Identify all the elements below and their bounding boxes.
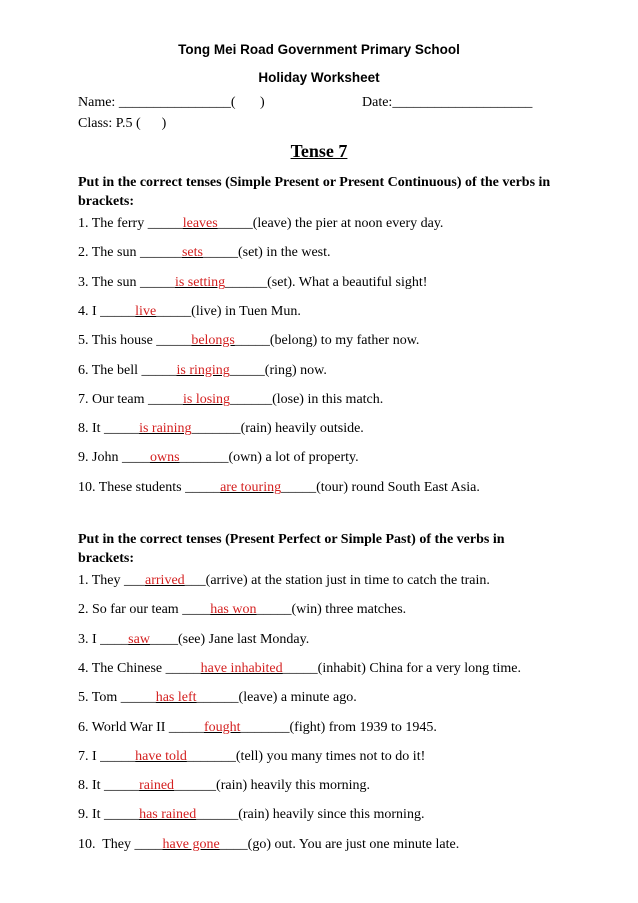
item-prompt-start: 8. It _____ [78, 778, 140, 794]
item-prompt-start: 2. So far our team ____ [78, 602, 211, 618]
item-prompt-start: 10. These students _____ [78, 479, 221, 495]
item-answer: live [135, 303, 157, 319]
item-answer: saw [128, 631, 150, 647]
item-prompt-end: _______(tell) you many times not to do it! [186, 748, 426, 764]
exercise-item [78, 420, 364, 438]
item-answer: have gone [162, 836, 220, 852]
item-prompt-end: ___(arrive) at the station just in time to catch the train. [184, 573, 490, 588]
item-answer: has won [210, 602, 257, 618]
worksheet-title: Tense 7 [290, 141, 348, 161]
exercise-item [78, 274, 427, 292]
exercise-item [78, 215, 443, 233]
item-prompt-end: ______(leave) a minute ago. [196, 690, 357, 706]
item-prompt-end: _____(tour) round South East Asia. [281, 479, 480, 495]
item-prompt-start: 5. This house _____ [78, 333, 192, 349]
item-prompt-start: 1. The ferry _____ [78, 216, 183, 231]
exercise-item [78, 572, 490, 590]
item-answer: fought [203, 719, 241, 735]
item-prompt-end: ____(see) Jane last Monday. [149, 631, 310, 647]
item-prompt-start: 10. They ____ [78, 836, 163, 852]
item-prompt-start: 9. It _____ [78, 807, 140, 823]
school-name: Tong Mei Road Government Primary School [178, 42, 460, 57]
item-prompt-end: ______(lose) in this match. [230, 391, 384, 407]
item-prompt-start: 3. The sun _____ [78, 274, 175, 290]
item-prompt-start: 4. I _____ [78, 303, 136, 319]
exercise-item [78, 244, 331, 262]
exercise-item [78, 777, 370, 795]
item-answer: has left [155, 690, 197, 706]
section2-instruction: Put in the correct tenses (Present Perfect or Simple Past) of the verbs in brackets: [78, 532, 505, 566]
item-answer: is raining [139, 421, 192, 437]
name-field: Name: ________________( ) [78, 95, 265, 110]
item-answer: are touring [220, 479, 282, 495]
section1-instruction: Put in the correct tenses (Simple Present or Present Continuous) of the verbs in brackets: [78, 175, 551, 209]
exercise-item [78, 479, 480, 497]
item-answer: is setting [174, 274, 226, 290]
exercise-item [78, 719, 437, 737]
item-prompt-end: ______(set). What a beautiful sight! [225, 274, 428, 290]
item-prompt-end: _____(belong) to my father now. [234, 333, 420, 349]
item-prompt-end: _____(win) three matches. [256, 602, 407, 618]
exercise-item [78, 806, 424, 824]
exercise-item [78, 748, 425, 766]
exercise-item [78, 689, 357, 707]
item-prompt-end: _____(live) in Tuen Mun. [156, 303, 301, 319]
date-field: Date:____________________ [362, 95, 533, 110]
item-answer: owns [149, 450, 180, 466]
item-prompt-start: 6. World War II _____ [78, 719, 204, 735]
item-answer: have inhabited [200, 660, 283, 676]
item-prompt-start: 4. The Chinese _____ [78, 660, 201, 676]
item-answer: is losing [182, 391, 231, 407]
exercise-item [78, 332, 419, 350]
item-prompt-start: 2. The sun ______ [78, 245, 182, 261]
item-prompt-end: _______(own) a lot of property. [179, 450, 359, 466]
item-prompt-end: _______(rain) heavily outside. [191, 421, 364, 437]
exercise-item [78, 631, 309, 649]
item-prompt-start: 5. Tom _____ [78, 690, 156, 706]
item-prompt-end: ______(rain) heavily this morning. [174, 778, 371, 794]
item-prompt-start: 3. I ____ [78, 631, 129, 647]
item-answer: is ringing [176, 362, 230, 378]
exercise-item [78, 362, 327, 380]
item-answer: rained [139, 778, 175, 794]
item-prompt-end: ____(go) out. You are just one minute late. [219, 836, 460, 852]
item-prompt-end: _____(set) in the west. [202, 245, 331, 261]
item-answer: sets [181, 245, 203, 261]
item-prompt-start: 7. Our team _____ [78, 391, 183, 407]
item-prompt-start: 8. It _____ [78, 421, 140, 437]
item-prompt-end: _____(inhabit) China for a very long time. [282, 660, 521, 676]
item-prompt-end: ______(rain) heavily since this morning. [196, 807, 425, 823]
exercise-item [78, 303, 301, 321]
item-answer: leaves [182, 216, 218, 231]
item-prompt-start: 1. They ___ [78, 573, 146, 588]
worksheet-subtitle: Holiday Worksheet [258, 70, 380, 85]
item-prompt-start: 9. John ____ [78, 450, 150, 466]
exercise-item [78, 660, 521, 678]
exercise-item [78, 601, 406, 619]
class-field: Class: P.5 ( ) [78, 116, 167, 131]
item-answer: arrived [145, 573, 185, 588]
item-answer: has rained [139, 807, 197, 823]
item-prompt-end: _____(ring) now. [229, 362, 327, 378]
exercise-item [78, 449, 359, 467]
item-answer: have told [135, 748, 187, 764]
item-prompt-end: _______(fight) from 1939 to 1945. [240, 719, 437, 735]
exercise-item [78, 836, 459, 854]
item-prompt-start: 7. I _____ [78, 748, 136, 764]
item-answer: belongs [191, 333, 235, 349]
item-prompt-start: 6. The bell _____ [78, 362, 177, 378]
exercise-item [78, 391, 383, 409]
item-prompt-end: _____(leave) the pier at noon every day. [217, 216, 444, 231]
